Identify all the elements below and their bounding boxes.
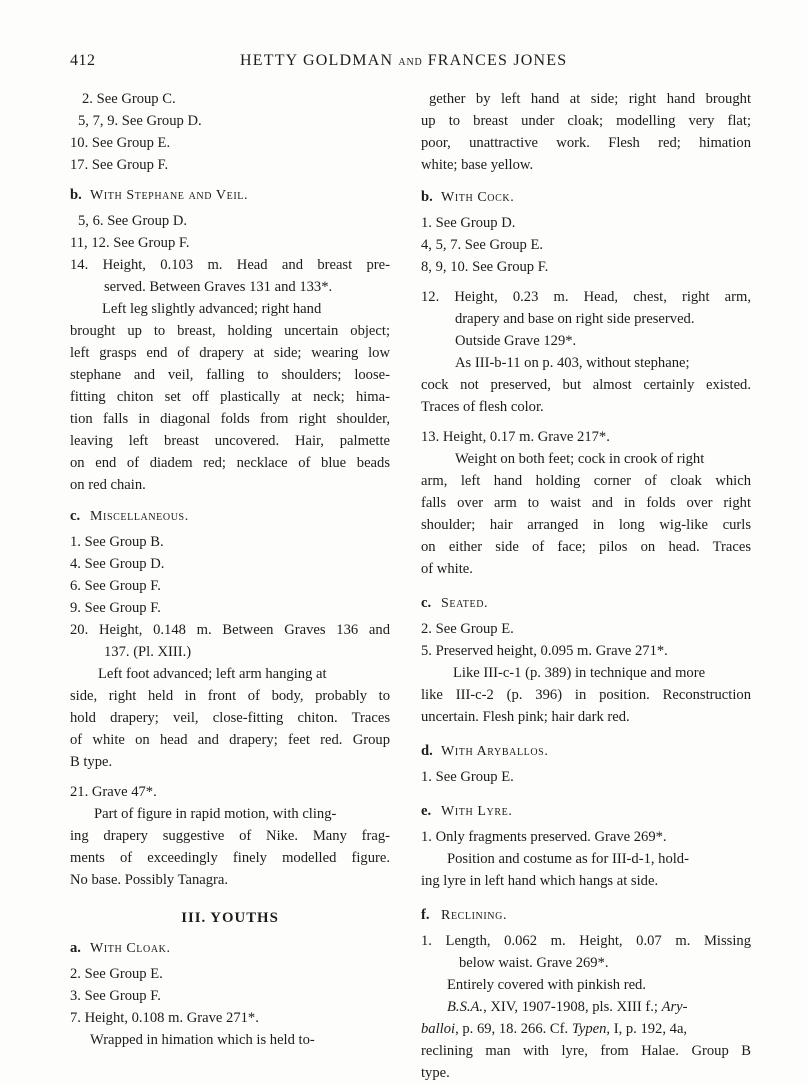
entry-line: 14. Height, 0.103 m. Head and breast pre- xyxy=(70,257,390,273)
entry-line: ing lyre in left hand which hangs at side. xyxy=(421,873,659,889)
entry-line: falls over arm to waist and in folds over right xyxy=(421,495,751,511)
list-item: 1. See Group D. xyxy=(421,215,516,231)
entry-line: 20. Height, 0.148 m. Between Graves 136 and xyxy=(70,622,390,638)
entry-line: No base. Possibly Tanagra. xyxy=(70,872,229,888)
list-item: 17. See Group F. xyxy=(70,157,169,173)
list-item: 5, 6. See Group D. xyxy=(78,213,188,229)
running-head-and: and xyxy=(398,54,423,69)
entry-line: 21. Grave 47*. xyxy=(70,784,157,800)
entry-line: below waist. Grave 269*. xyxy=(459,955,609,971)
left-column xyxy=(70,88,390,1051)
list-item: 2. See Group E. xyxy=(70,966,163,982)
list-item: 8, 9, 10. See Group F. xyxy=(421,259,549,275)
entry-line: left grasps end of drapery at side; wearing low xyxy=(70,345,390,361)
list-item: 4, 5, 7. See Group E. xyxy=(421,237,544,253)
entry-line: Weight on both feet; cock in crook of right xyxy=(455,451,705,467)
entry-line: brought up to breast, holding uncertain object; xyxy=(70,323,390,339)
list-item: 6. See Group F. xyxy=(70,578,161,594)
section-letter: f. xyxy=(421,907,430,923)
section-heading xyxy=(421,740,751,763)
entry-line: side, right held in front of body, probably to xyxy=(70,688,390,704)
running-head-part1: HETTY GOLDMAN xyxy=(240,52,399,69)
entry-line: ing drapery suggestive of Nike. Many frag- xyxy=(70,828,390,844)
section-letter: b. xyxy=(70,187,82,203)
entry-line: Part of figure in rapid motion, with cling- xyxy=(94,806,337,822)
section-heading xyxy=(70,184,390,207)
section-title: With Cloak. xyxy=(90,941,171,956)
section-letter: c. xyxy=(70,508,81,524)
reference-line xyxy=(421,1018,751,1040)
section-heading xyxy=(421,904,751,927)
entry-line: poor, unattractive work. Flesh red; himation xyxy=(421,135,751,151)
entry-line: Traces of flesh color. xyxy=(421,399,544,415)
reference-title: B.S.A. xyxy=(447,999,484,1015)
list-item: 3. See Group F. xyxy=(70,988,161,1004)
entry-line: up to breast under cloak; modelling very flat; xyxy=(421,113,751,129)
entry-line: stephane and veil, falling to shoulders; loose- xyxy=(70,367,390,383)
list-item: 11, 12. See Group F. xyxy=(70,235,190,251)
entry-line: Like III-c-1 (p. 389) in technique and more xyxy=(453,665,706,681)
entry-line: like III-c-2 (p. 396) in position. Reconstruction xyxy=(421,687,751,703)
section-letter: b. xyxy=(421,189,433,205)
entry-line: As III-b-11 on p. 403, without stephane; xyxy=(455,355,690,371)
section-title: With Lyre. xyxy=(441,804,513,819)
entry-line: Left leg slightly advanced; right hand xyxy=(102,301,322,317)
reference-title: Typen xyxy=(571,1021,607,1037)
section-title: Miscellaneous. xyxy=(90,509,189,524)
entry-line: B type. xyxy=(70,754,113,770)
entry-line: fitting chiton set off plastically at neck; hima- xyxy=(70,389,390,405)
list-item: 5, 7, 9. See Group D. xyxy=(78,113,202,129)
entry-line: leaving left breast uncovered. Hair, palmette xyxy=(70,433,390,449)
section-letter: d. xyxy=(421,743,433,759)
running-head-part2: FRANCES JONES xyxy=(422,52,568,69)
right-column xyxy=(421,88,751,1084)
section-heading xyxy=(421,800,751,823)
list-item: 1. See Group E. xyxy=(421,769,514,785)
list-item: 9. See Group F. xyxy=(70,600,161,616)
entry-line: 5. Preserved height, 0.095 m. Grave 271*. xyxy=(421,643,668,659)
entry-line: on end of diadem red; necklace of blue beads xyxy=(70,455,390,471)
list-item: 4. See Group D. xyxy=(70,556,165,572)
entry-line: of white on head and drapery; feet red. Group xyxy=(70,732,390,748)
entry-line: Left foot advanced; left arm hanging at xyxy=(98,666,327,682)
entry-line: served. Between Graves 131 and 133*. xyxy=(104,279,333,295)
entry-line: Entirely covered with pinkish red. xyxy=(447,977,646,993)
section-heading xyxy=(421,186,751,209)
reference-line xyxy=(421,996,751,1018)
reference-text: , I, p. 192, 4a, xyxy=(606,1021,688,1037)
entry-line: arm, left hand holding corner of cloak which xyxy=(421,473,751,489)
entry-line: 137. (Pl. XIII.) xyxy=(104,644,192,660)
entry-line: reclining man with lyre, from Halae. Group B xyxy=(421,1043,751,1059)
entry-line: 13. Height, 0.17 m. Grave 217*. xyxy=(421,429,610,445)
section-title: Seated. xyxy=(441,596,489,611)
list-item: 10. See Group E. xyxy=(70,135,171,151)
entry-line: on either side of face; pilos on head. Traces xyxy=(421,539,751,555)
reference-title: balloi xyxy=(421,1021,456,1037)
section-letter: a. xyxy=(70,940,81,956)
entry-line: cock not preserved, but almost certainly existed. xyxy=(421,377,751,393)
entry-line: gether by left hand at side; right hand brought xyxy=(429,91,751,107)
entry-line: uncertain. Flesh pink; hair dark red. xyxy=(421,709,630,725)
list-item: 2. See Group C. xyxy=(82,91,176,107)
entry-line: drapery and base on right side preserved. xyxy=(455,311,695,327)
entry-line: Position and costume as for III-d-1, hold- xyxy=(447,851,689,867)
list-item: 1. See Group B. xyxy=(70,534,164,550)
entry-line: Outside Grave 129*. xyxy=(455,333,577,349)
entry-line: of white. xyxy=(421,561,473,577)
entry-line: ments of exceedingly finely modelled figure. xyxy=(70,850,390,866)
entry-line: 12. Height, 0.23 m. Head, chest, right arm, xyxy=(421,289,751,305)
reference-text: , XIV, 1907-1908, pls. XIII f.; xyxy=(483,999,662,1015)
section-title: Reclining. xyxy=(441,908,508,923)
running-head xyxy=(240,52,567,70)
section-heading xyxy=(70,505,390,528)
section-title: With Aryballos. xyxy=(441,744,549,759)
section-letter: c. xyxy=(421,595,432,611)
entry-line: on red chain. xyxy=(70,477,146,493)
chapter-heading: III. YOUTHS xyxy=(181,910,279,926)
section-title: With Cock. xyxy=(441,190,515,205)
entry-line: tion falls in diagonal folds from right shoulder, xyxy=(70,411,390,427)
section-letter: e. xyxy=(421,803,432,819)
page-number: 412 xyxy=(70,52,96,69)
entry-line: type. xyxy=(421,1065,450,1081)
entry-line: hold drapery; veil, close-fitting chiton. Traces xyxy=(70,710,390,726)
entry-line: 1. Length, 0.062 m. Height, 0.07 m. Missing xyxy=(421,933,751,949)
section-heading xyxy=(70,937,390,960)
entry-line: 1. Only fragments preserved. Grave 269*. xyxy=(421,829,667,845)
section-title: With Stephane and Veil. xyxy=(90,188,249,203)
section-heading xyxy=(421,592,751,615)
reference-title: Ary- xyxy=(661,999,688,1015)
entry-line: 7. Height, 0.108 m. Grave 271*. xyxy=(70,1010,259,1026)
entry-line: shoulder; hair arranged in long wig-like curls xyxy=(421,517,751,533)
reference-text: , p. 69, 18. 266. Cf. xyxy=(455,1021,572,1037)
entry-line: white; base yellow. xyxy=(421,157,534,173)
list-item: 2. See Group E. xyxy=(421,621,514,637)
entry-line: Wrapped in himation which is held to- xyxy=(90,1032,315,1048)
